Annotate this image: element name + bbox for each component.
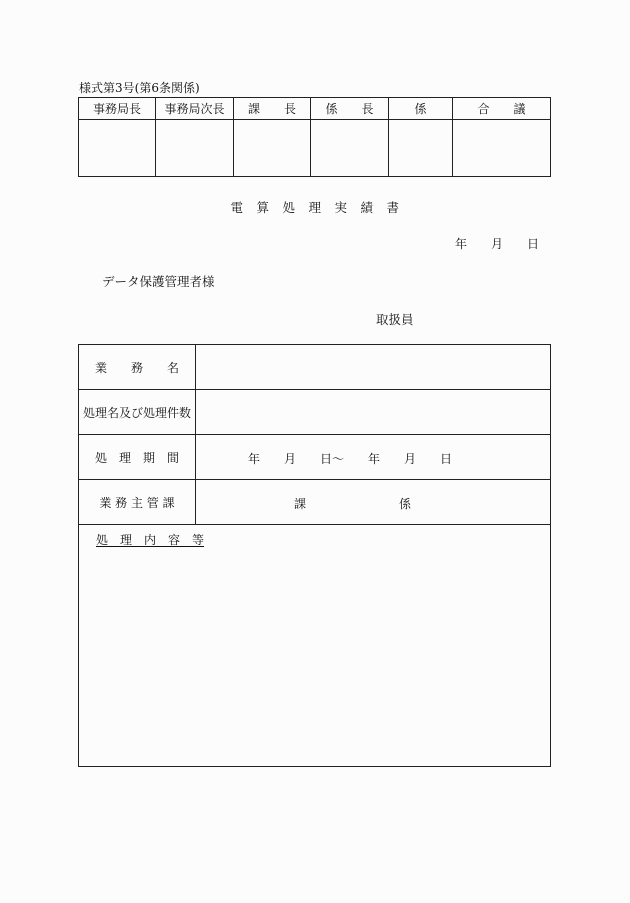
approval-cell-staff	[389, 98, 453, 176]
process-name-label: 処理名及び処理件数	[79, 390, 196, 434]
department-subsection-suffix: 係	[399, 497, 412, 511]
approval-header: 合 議	[453, 98, 550, 120]
handler-label: 取扱員	[376, 312, 414, 327]
document-title: 電 算 処 理 実 績 書	[230, 200, 400, 215]
approval-header: 係	[389, 98, 452, 120]
approval-cell-deputy-director	[156, 98, 234, 176]
process-name-field[interactable]	[196, 390, 550, 434]
business-name-field[interactable]	[196, 345, 550, 389]
department-section-suffix: 課	[294, 497, 307, 511]
approval-cell-subsection-chief	[311, 98, 389, 176]
approval-cell-consultation	[453, 98, 550, 176]
content-field[interactable]	[79, 545, 550, 766]
business-name-label: 業 務 名	[79, 345, 196, 389]
date-line: 年 月 日	[455, 237, 540, 251]
row-business-name	[79, 345, 550, 390]
department-field[interactable]	[196, 480, 550, 524]
record-table	[78, 344, 551, 767]
row-department	[79, 480, 550, 525]
form-number: 様式第3号(第6条関係)	[79, 81, 200, 95]
approval-cell-director	[79, 98, 156, 176]
row-process-name	[79, 390, 550, 435]
approval-header: 事務局長	[79, 98, 155, 120]
content-label: 処 理 内 容 等	[96, 533, 205, 547]
period-value: 年 月 日〜 年 月 日	[248, 452, 453, 466]
approval-cell-section-chief	[234, 98, 311, 176]
addressee: データ保護管理者様	[102, 274, 215, 289]
approval-header: 係 長	[311, 98, 388, 120]
row-period	[79, 435, 550, 480]
approval-header: 課 長	[234, 98, 310, 120]
approval-stamp-table	[78, 97, 551, 177]
period-label: 処 理 期 間	[79, 435, 196, 479]
period-field[interactable]	[196, 435, 550, 479]
approval-header: 事務局次長	[156, 98, 233, 120]
department-label: 業 務 主 管 課	[79, 480, 196, 524]
